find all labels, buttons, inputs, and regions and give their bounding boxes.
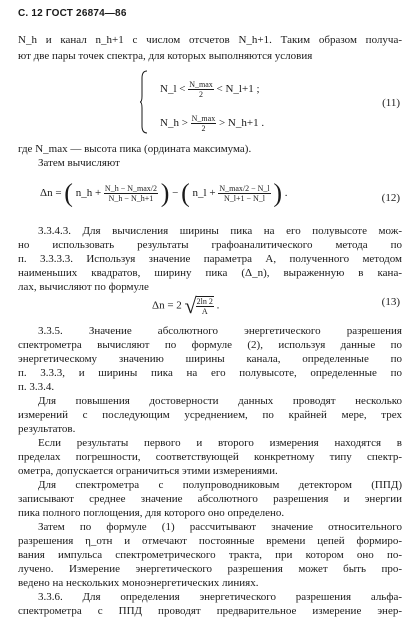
text-line: результатов. [18,423,76,435]
text-line: Затем по формуле (1) рассчитывают значение относительного [38,521,402,533]
text-line: 3.3.4.3. Для вычисления ширины пика на его полувысоте мож- [38,225,402,237]
text-line: ют две пары точек спектра, для которых выполняются условия [18,50,313,62]
page-header: С. 12 ГОСТ 26874—86 [18,8,127,19]
text-line: измерений с последующим усреднением, по крайней мере, трех [18,409,402,421]
text-line: энергетическому значению ширины канала, определенные по [18,353,402,365]
text-line: спектрометра с ППД проводят предварительное измерение энер- [18,605,402,617]
text-line: записывают среднее значение абсолютного разрешения и энергии [18,493,402,505]
condition-1: N_l < $\frac{N\_\max}{2}$ < N_l+1 ; [160,80,260,99]
text-line: лучено. Измерение энергетического разрешения может быть про- [18,563,402,575]
text-line: где N_max — высота пика (ордината максимума). [18,143,252,155]
text-line: лах, вычисляют по формуле [18,281,149,293]
system-brace [140,70,148,134]
text-line: 3.3.6. Для определения энергетического разрешения альфа- [38,591,402,603]
text-line: ведено на нескольких моноэнергетических линиях. [18,577,259,589]
text-line: пределах погрешности, соответствующей конкретному типу спектр- [18,451,402,463]
text-line: но использовать результаты графоаналитического метода по [18,239,402,251]
text-line: спектрометра вычисляют по формуле (2), используя данные по [18,339,402,351]
text-line: вания импульса спектрометрического тракта, при котором оно по- [18,549,402,561]
text-line: Если результаты первого и второго измерения находятся в [38,437,402,449]
text-line: Затем вычисляют [38,157,120,169]
text-line: разрешения η_отн и отмечают постоянные времени цепей формиро- [18,535,402,547]
text-line: пика полного поглощения, для которого оно определено. [18,507,285,519]
text-line: п. 3.3.4. [18,381,55,393]
width-formula: Δn = 2 √ $\frac{2\ln 2}{A}$ . [152,293,220,318]
text-line: Для повышения достоверности данных проводят несколько [38,395,402,407]
text-line: п. 3.3.3, и ширины пика на его полувысоте, определенные по [18,367,402,379]
condition-2: N_h > $\frac{N\_\max}{2}$ > N_h+1 . [160,114,265,133]
text-line: N_h и канал n_h+1 с числом отсчетов N_h+1. Таким образом получа- [18,34,402,46]
equation-number: (13) [381,296,400,308]
text-line: п. 3.3.3.3. Используя значение параметра А, полученного методом [18,253,402,265]
text-line: ометра, допускается ограничиться этими измерениями. [18,465,278,477]
equation-number: (11) [382,97,400,109]
delta-formula: Δn = ( n_h + $\frac{N\_h - N\_\max/2}{N\_h - N\_h+1}$ ) − ( n_l + $\frac{N\_\max/2 - N\_l}{N\_l+1 - N\_l}$ ) . [40,178,288,208]
equation-number: (12) [381,192,400,204]
text-line: 3.3.5. Значение абсолютного энергетического разрешения [38,325,402,337]
text-line: наименьших квадратов, ширину пика (Δ_n), выраженную в кана- [18,267,402,279]
text-line: Для спектрометра с полупроводниковым детектором (ППД) [38,479,402,491]
